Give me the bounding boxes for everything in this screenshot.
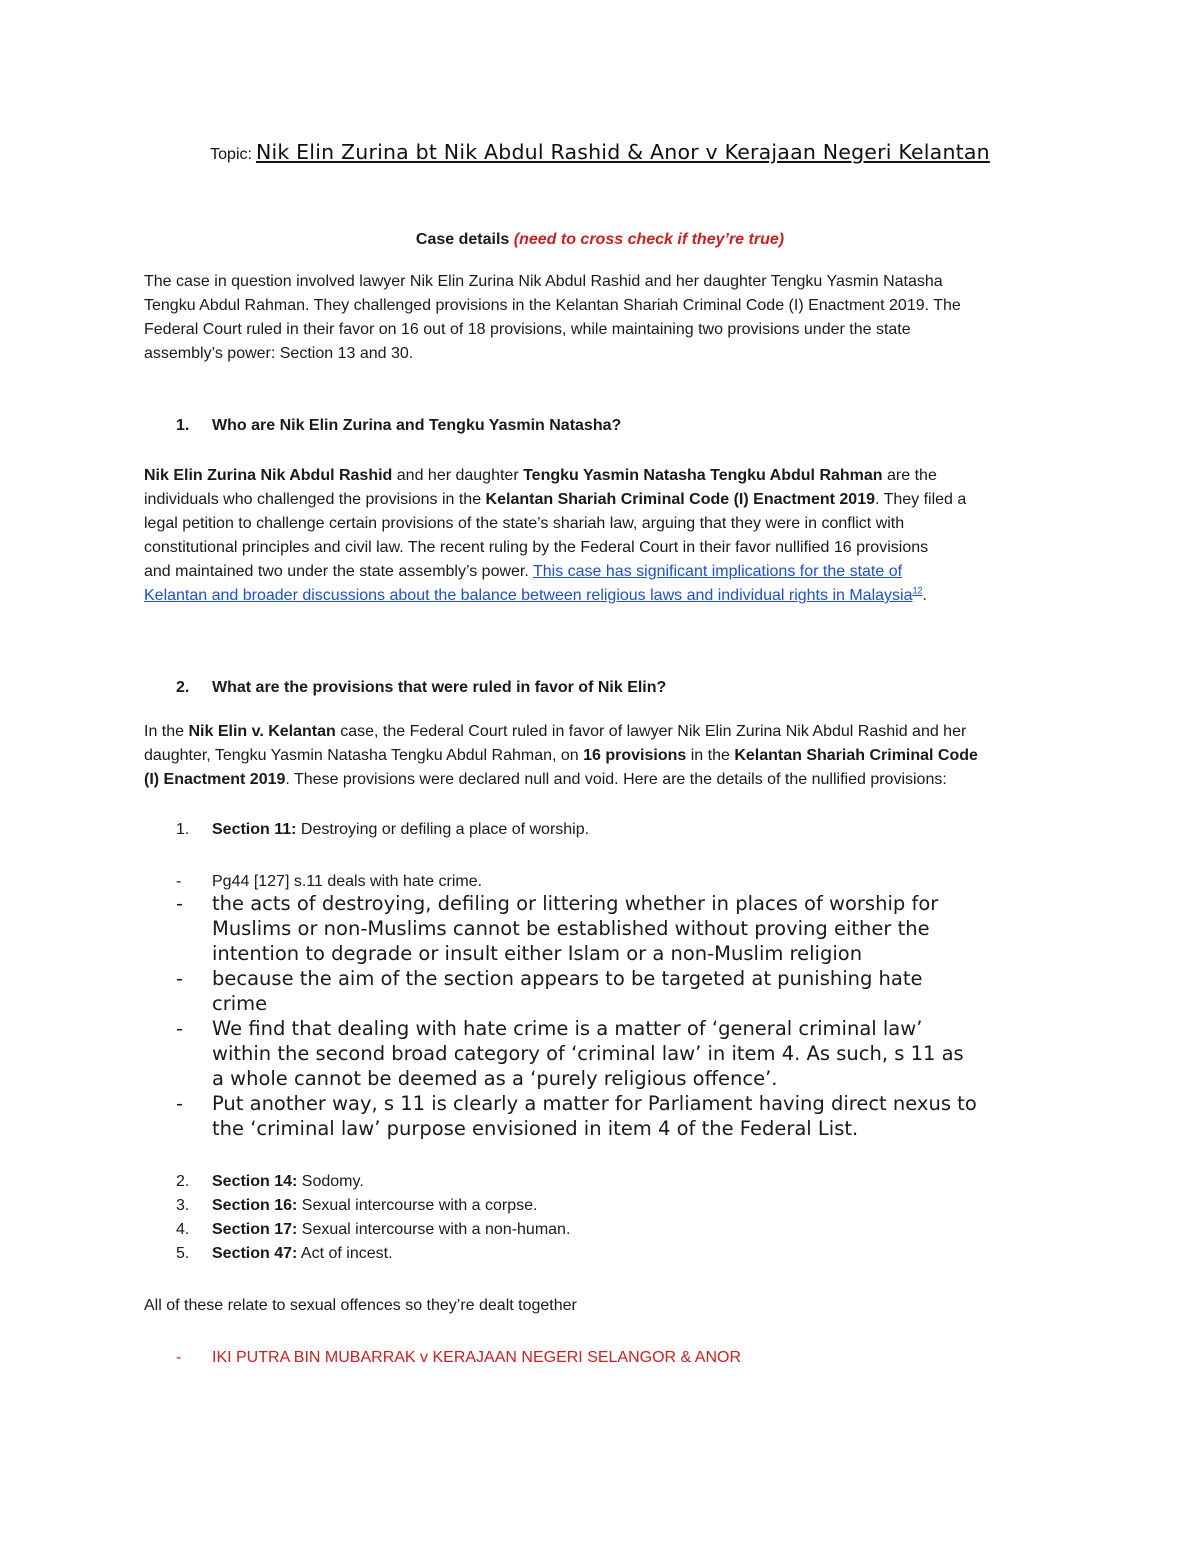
- bullet-marker: -: [176, 1017, 184, 1040]
- paragraph-line: assembly’s power: Section 13 and 30.: [144, 345, 414, 362]
- paragraph-line: [144, 584, 1104, 608]
- text-run: . They filed a: [874, 491, 967, 508]
- question-text: What are the provisions that were ruled in favor of Nik Elin?: [212, 679, 667, 696]
- text-run: In the: [144, 723, 189, 740]
- bullet-line: the ‘criminal law’ purpose envisioned in item 4 of the Federal List.: [212, 1117, 859, 1140]
- text-run: in the: [686, 747, 735, 764]
- bullet-line: We find that dealing with hate crime is a matter of ‘general criminal law’: [212, 1017, 923, 1040]
- text-run: .: [922, 587, 927, 604]
- bullet-line: intention to degrade or insult either Islam or a non-Muslim religion: [212, 942, 863, 965]
- paragraph-line: [144, 488, 1104, 512]
- section-desc: Sexual intercourse with a non-human.: [297, 1221, 571, 1238]
- section-label: Section 47:: [212, 1245, 298, 1262]
- footnote-ref[interactable]: 12: [912, 585, 923, 596]
- list-item: [176, 1194, 1076, 1218]
- text-run: . These provisions were declared null and void. Here are the details of the nullified provisions:: [285, 771, 947, 788]
- list-number: 1.: [176, 821, 190, 838]
- case-details-heading: [0, 228, 1200, 252]
- list-item: [176, 1218, 1076, 1242]
- paragraph-line: [144, 720, 1104, 744]
- bullet-line: because the aim of the section appears to be targeted at punishing hate: [212, 967, 923, 990]
- text-run: and maintained two under the state assembly’s power.: [144, 563, 533, 580]
- bold-name: Nik Elin Zurina Nik Abdul Rashid: [144, 467, 393, 484]
- bullet-item: [176, 1091, 1076, 1141]
- section-list: [176, 1170, 1076, 1266]
- text-run: daughter, Tengku Yasmin Natasha Tengku Abdul Rahman, on: [144, 747, 584, 764]
- text-run: case, the Federal Court ruled in favor of lawyer Nik Elin Zurina Nik Abdul Rashid and her: [335, 723, 967, 740]
- text-run: individuals who challenged the provisions in the: [144, 491, 486, 508]
- list-number: 1.: [176, 417, 190, 434]
- bullet-text: Pg44 [127] s.11 deals with hate crime.: [212, 873, 483, 890]
- list-item: [176, 1170, 1076, 1194]
- paragraph-line: [144, 560, 1104, 584]
- bullet-item: [176, 966, 1076, 1016]
- section-desc: Destroying or defiling a place of worship.: [296, 821, 590, 838]
- list-number: 5.: [176, 1245, 190, 1262]
- bold-enactment: (I) Enactment 2019: [144, 771, 286, 788]
- case-details-note: (need to cross check if they’re true): [513, 231, 785, 248]
- paragraph-line: constitutional principles and civil law. The recent ruling by the Federal Court in their favor nullified 16 provisions: [144, 539, 929, 556]
- section-label: Section 11:: [212, 821, 297, 838]
- summary-text: All of these relate to sexual offences so they’re dealt together: [144, 1297, 577, 1314]
- source-link[interactable]: Kelantan and broader discussions about the balance between religious laws and individual rights in Malaysia: [144, 587, 913, 604]
- case-details-paragraph: [144, 270, 1104, 366]
- bullet-line: Muslims or non-Muslims cannot be established without proving either the: [212, 917, 930, 940]
- bold-enactment: Kelantan Shariah Criminal Code (I) Enactment 2019: [485, 491, 875, 508]
- bullet-marker: -: [176, 967, 184, 990]
- question-text: Who are Nik Elin Zurina and Tengku Yasmin Natasha?: [212, 417, 622, 434]
- paragraph-line: legal petition to challenge certain provisions of the state’s shariah law, arguing that they were in conflict with: [144, 515, 905, 532]
- list-number: 3.: [176, 1197, 190, 1214]
- paragraph-line: [144, 768, 1104, 792]
- bullet-line: Put another way, s 11 is clearly a matter for Parliament having direct nexus to: [212, 1092, 977, 1115]
- list-item: [176, 1242, 1076, 1266]
- section-desc: Sodomy.: [297, 1173, 364, 1190]
- bullet-line: crime: [212, 992, 268, 1015]
- section-label: Section 14:: [212, 1173, 298, 1190]
- section-desc: Act of incest.: [297, 1245, 393, 1262]
- title-label: Topic:: [210, 146, 252, 163]
- title-text: Nik Elin Zurina bt Nik Abdul Rashid & Anor v Kerajaan Negeri Kelantan: [255, 140, 990, 164]
- answer-2-paragraph: [144, 720, 1104, 792]
- bullet-marker: -: [176, 873, 182, 890]
- section-label: Section 17:: [212, 1221, 298, 1238]
- page-title: [0, 140, 1200, 164]
- bullet-line: the acts of destroying, defiling or littering whether in places of worship for: [212, 892, 939, 915]
- paragraph-line: The case in question involved lawyer Nik Elin Zurina Nik Abdul Rashid and her daughter Tengku Yasmin Natasha: [144, 273, 943, 290]
- bullet-list: [176, 891, 1076, 1141]
- case-details-label: Case details: [415, 231, 510, 248]
- text-run: and her daughter: [392, 467, 524, 484]
- bullet-line: a whole cannot be deemed as a ‘purely religious offence’.: [212, 1067, 778, 1090]
- answer-1-paragraph: [144, 464, 1104, 608]
- section-label: Section 16:: [212, 1197, 298, 1214]
- bullet-marker: -: [176, 1092, 184, 1115]
- paragraph-line: Tengku Abdul Rahman. They challenged provisions in the Kelantan Shariah Criminal Code (I) Enactment 2019. The: [144, 297, 961, 314]
- bullet-marker: -: [176, 892, 184, 915]
- bullet-marker: -: [176, 1349, 182, 1366]
- list-number: 4.: [176, 1221, 190, 1238]
- bullet-item: [176, 1016, 1076, 1091]
- bold-count: 16 provisions: [583, 747, 687, 764]
- bold-case-name: Nik Elin v. Kelantan: [188, 723, 336, 740]
- source-link[interactable]: This case has significant implications for the state of: [532, 563, 903, 580]
- bullet-line: within the second broad category of ‘criminal law’ in item 4. As such, s 11 as: [212, 1042, 964, 1065]
- list-number: 2.: [176, 679, 190, 696]
- list-number: 2.: [176, 1173, 190, 1190]
- paragraph-line: Federal Court ruled in their favor on 16 out of 18 provisions, while maintaining two provisions under the state: [144, 321, 911, 338]
- paragraph-line: [144, 744, 1104, 768]
- paragraph-line: [144, 464, 1104, 488]
- bold-enactment: Kelantan Shariah Criminal Code: [734, 747, 978, 764]
- bullet-item: [176, 891, 1076, 966]
- bold-name: Tengku Yasmin Natasha Tengku Abdul Rahman: [523, 467, 883, 484]
- section-desc: Sexual intercourse with a corpse.: [297, 1197, 538, 1214]
- text-run: are the: [882, 467, 937, 484]
- reference-text: IKI PUTRA BIN MUBARRAK v KERAJAAN NEGERI SELANGOR & ANOR: [212, 1349, 742, 1366]
